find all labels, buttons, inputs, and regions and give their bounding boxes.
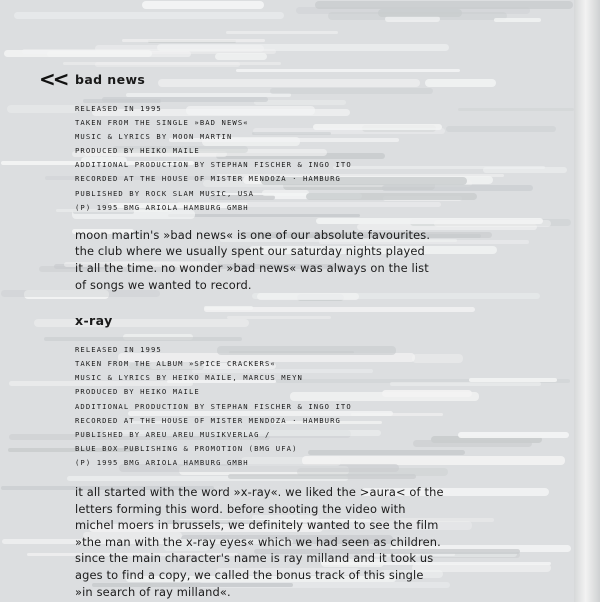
- texture-streak: [378, 9, 462, 17]
- texture-streak: [142, 1, 264, 9]
- texture-streak: [14, 12, 284, 19]
- paragraph-line: of songs we wanted to record.: [75, 277, 252, 292]
- credit-line: RECORDED AT THE HOUSE OF MISTER MENDOZA · HAMBURG: [75, 415, 341, 425]
- texture-streak: [494, 18, 541, 22]
- texture-streak: [122, 39, 265, 42]
- credit-line: TAKEN FROM THE SINGLE »BAD NEWS«: [75, 118, 249, 128]
- credit-line: PUBLISHED BY AREU AREU MUSIKVERLAG /: [75, 429, 271, 439]
- credit-line: TAKEN FROM THE ALBUM »SPICE CRACKERS«: [75, 359, 276, 369]
- paragraph-line: it all the time. no wonder »bad news« was always on the list: [75, 260, 429, 275]
- page-fold-shadow: [574, 0, 600, 602]
- credit-line: (P) 1995 BMG ARIOLA HAMBURG GMBH: [75, 202, 249, 212]
- texture-streak: [63, 62, 281, 65]
- texture-streak: [4, 50, 152, 57]
- credit-line: ADDITIONAL PRODUCTION BY STEPHAN FISCHER & INGO ITO: [75, 401, 352, 411]
- credit-line: RELEASED IN 1995: [75, 345, 162, 355]
- paragraph-line: »the man with the x-ray eyes« which we had seen as children.: [75, 534, 441, 549]
- credit-line: BLUE BOX PUBLISHING & PROMOTION (BMG UFA): [75, 443, 298, 453]
- paragraph-line: it all started with the word »x-ray«. we liked the >aura< of the: [75, 484, 444, 499]
- texture-streak: [215, 53, 267, 60]
- paragraph-line: michel moers in brussels, we definitely wanted to see the film: [75, 518, 439, 533]
- paragraph-line: »in search of ray milland«.: [75, 584, 231, 599]
- credit-line: PRODUCED BY HEIKO MAILE: [75, 387, 200, 397]
- paragraph-line: moon martin's »bad news« is one of our absolute favourites.: [75, 227, 431, 242]
- credit-line: RECORDED AT THE HOUSE OF MISTER MENDOZA · HAMBURG: [75, 174, 341, 184]
- paragraph-line: the club where we usually spent our saturday nights played: [75, 244, 425, 259]
- texture-streak: [7, 105, 79, 113]
- credits-list: [75, 102, 545, 215]
- content: [39, 67, 545, 600]
- description-paragraph: [75, 484, 545, 600]
- double-chevron-left-icon: <<: [39, 67, 67, 91]
- credit-line: MUSIC & LYRICS BY HEIKO MAILE, MARCUS MEYN: [75, 373, 303, 383]
- credits-list: [75, 343, 545, 470]
- credit-line: ADDITIONAL PRODUCTION BY STEPHAN FISCHER & INGO ITO: [75, 160, 352, 170]
- credit-line: RELEASED IN 1995: [75, 104, 162, 113]
- credit-line: MUSIC & LYRICS BY MOON MARTIN: [75, 132, 233, 142]
- description-paragraph: [75, 227, 545, 293]
- paragraph-line: letters forming this word. before shooting the video with: [75, 501, 406, 516]
- texture-streak: [226, 31, 338, 34]
- paragraph-line: since the main character's name is ray milland and it took us: [75, 551, 434, 566]
- paragraph-line: ages to find a copy, we called the bonus track of this single: [75, 567, 424, 582]
- credit-line: (P) 1995 BMG ARIOLA HAMBURG GMBH: [75, 457, 249, 467]
- credit-line: PUBLISHED BY ROCK SLAM MUSIC, USA: [75, 188, 255, 198]
- section-bad-news-header: [39, 67, 545, 91]
- section-title: bad news: [75, 71, 146, 87]
- section-title: x-ray: [75, 312, 113, 328]
- credit-line: PRODUCED BY HEIKO MAILE: [75, 146, 200, 156]
- section-x-ray-header: [75, 311, 545, 329]
